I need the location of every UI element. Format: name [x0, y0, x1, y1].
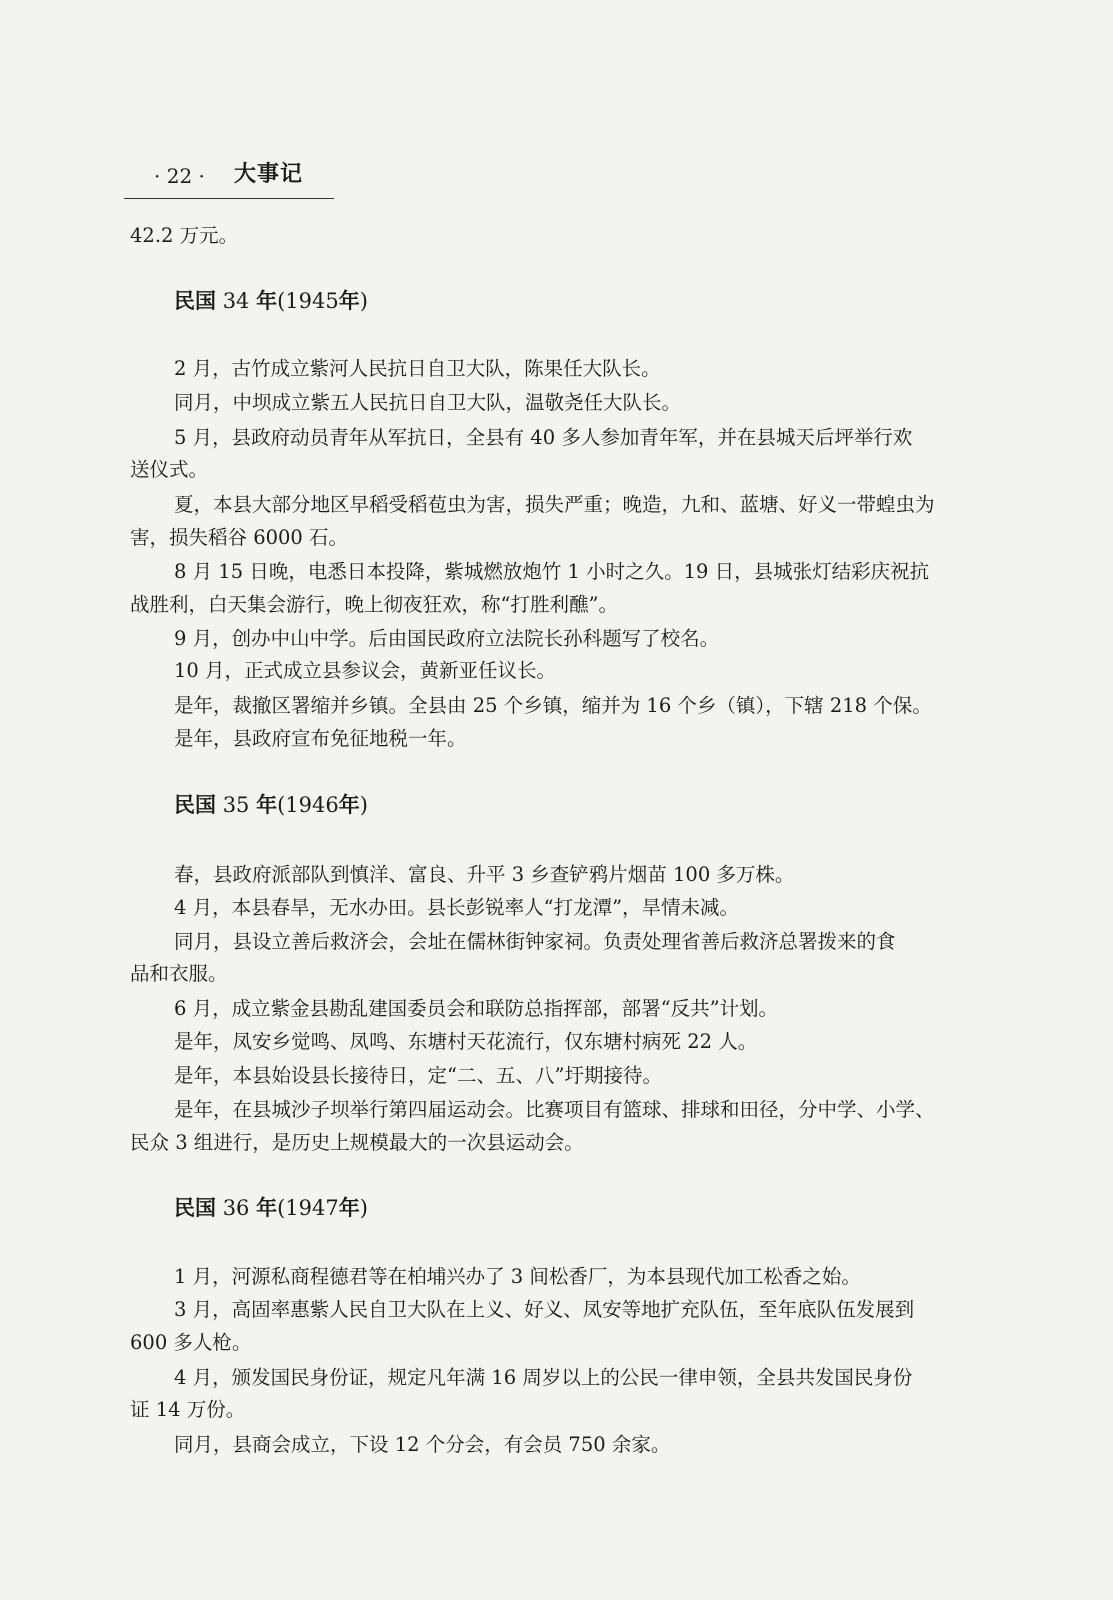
paragraph-line: 600 多人枪。: [130, 1331, 252, 1354]
paragraph-line: 9 月，创办中山中学。后由国民政府立法院长孙科题写了校名。: [174, 627, 720, 650]
section-heading-1947: 民国 36 年(1947年): [174, 1196, 368, 1220]
paragraph-line: 4 月，本县春旱，无水办田。县长彭锐率人“打龙潭”，旱情未减。: [174, 896, 740, 919]
section-heading-1946: 民国 35 年(1946年): [174, 793, 368, 817]
paragraph-line: 4 月，颁发国民身份证，规定凡年满 16 周岁以上的公民一律申领，全县共发国民身份: [174, 1366, 913, 1389]
paragraph-line: 10 月，正式成立县参议会，黄新亚任议长。: [174, 659, 557, 682]
paragraph-line: 品和衣服。: [130, 962, 228, 985]
paragraph-line: 春，县政府派部队到慎洋、富良、升平 3 乡查铲鸦片烟苗 100 多万株。: [174, 863, 795, 886]
paragraph-line: 害，损失稻谷 6000 石。: [130, 526, 349, 549]
paragraph-line: 是年，裁撤区署缩并乡镇。全县由 25 个乡镇，缩并为 16 个乡（镇），下辖 218 个保。: [174, 694, 932, 717]
section-heading-1945: 民国 34 年(1945年): [174, 289, 368, 313]
paragraph-line: 6 月，成立紫金县勘乱建国委员会和联防总指挥部，部署“反共”计划。: [174, 997, 779, 1020]
paragraph-line: 民众 3 组进行，是历史上规模最大的一次县运动会。: [130, 1131, 584, 1154]
paragraph-line: 3 月，高固率惠紫人民自卫大队在上义、好义、凤安等地扩充队伍，至年底队伍发展到: [174, 1298, 915, 1321]
page-header: [124, 162, 334, 199]
paragraph-line: 8 月 15 日晚，电悉日本投降，紫城燃放炮竹 1 小时之久。19 日，县城张灯结彩庆祝抗: [174, 560, 930, 583]
paragraph-line: 夏，本县大部分地区早稻受稻苞虫为害，损失严重；晚造，九和、蓝塘、好义一带蝗虫为: [174, 493, 935, 516]
paragraph-line: 同月，中坝成立紫五人民抗日自卫大队，温敬尧任大队长。: [174, 391, 682, 414]
paragraph-line: 同月，县设立善后救济会，会址在儒林街钟家祠。负责处理省善后救济总署拨来的食: [174, 930, 896, 953]
paragraph-line: 1 月，河源私商程德君等在柏埔兴办了 3 间松香厂，为本县现代加工松香之始。: [174, 1265, 861, 1288]
paragraph-line: 是年，凤安乡觉鸣、凤鸣、东塘村天花流行，仅东塘村病死 22 人。: [174, 1030, 758, 1053]
paragraph-line: 同月，县商会成立，下设 12 个分会，有会员 750 余家。: [174, 1433, 671, 1456]
paragraph-line: 2 月，古竹成立紫河人民抗日自卫大队，陈果任大队长。: [174, 357, 661, 380]
paragraph-line: 是年，县政府宣布免征地税一年。: [174, 727, 467, 750]
paragraph-line: 送仪式。: [130, 458, 209, 481]
paragraph-line: 是年，本县始设县长接待日，定“二、五、八”圩期接待。: [174, 1064, 662, 1087]
paragraph-line: 战胜利，白天集会游行，晚上彻夜狂欢，称“打胜利醮”。: [130, 593, 618, 616]
paragraph-line: 是年，在县城沙子坝举行第四届运动会。比赛项目有篮球、排球和田径，分中学、小学、: [174, 1098, 935, 1121]
intro-line: 42.2 万元。: [130, 224, 239, 247]
paragraph-line: 5 月，县政府动员青年从军抗日，全县有 40 多人参加青年军，并在县城天后坪举行欢: [174, 426, 913, 449]
paragraph-line: 证 14 万份。: [130, 1398, 246, 1421]
page-number: · 22 ·: [154, 164, 205, 188]
running-title: 大事记: [234, 162, 304, 187]
